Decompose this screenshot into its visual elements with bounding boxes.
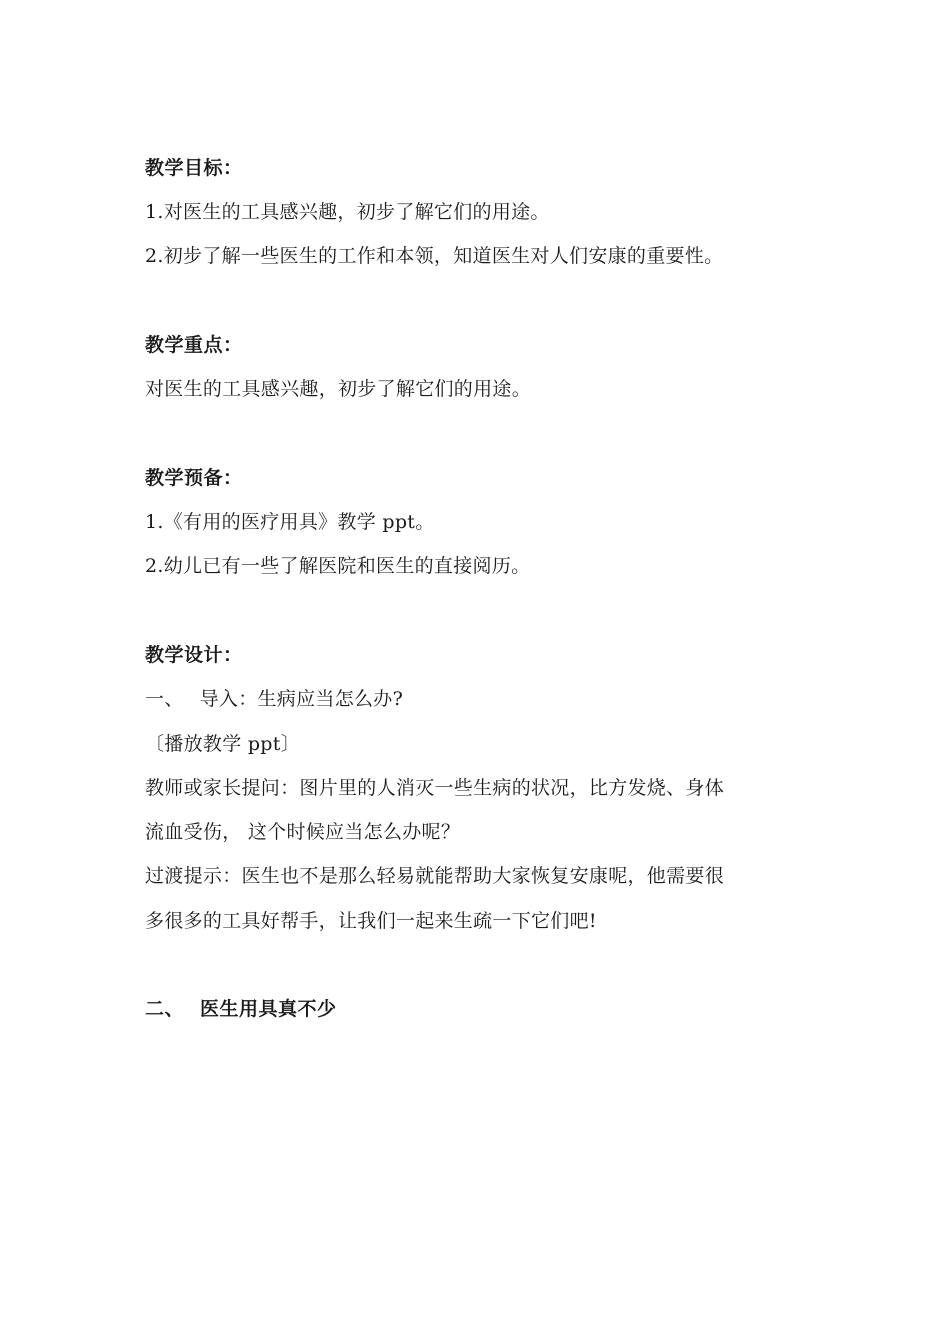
- key-points-heading: 教学重点：: [145, 334, 243, 356]
- design-line-2: 教师或家长提问：图片里的人消灭一些生病的状况，比方发烧、身体: [145, 777, 725, 799]
- preparation-heading: 教学预备：: [145, 467, 243, 489]
- design-line-5: 多很多的工具好帮手，让我们一起来生疏一下它们吧!: [145, 910, 597, 932]
- objectives-heading: 教学目标：: [145, 157, 243, 179]
- design-step-1-number: 一、: [145, 688, 184, 710]
- preparation-item-2: 2.幼儿已有一些了解医院和医生的直接阅历。: [145, 555, 531, 577]
- design-step-1-title: 导入：生病应当怎么办?: [199, 688, 404, 710]
- design-step-2: [145, 996, 337, 1022]
- preparation-item-1: 1.《有用的医疗用具》教学 ppt。: [145, 511, 435, 533]
- design-line-3: 流血受伤， 这个时候应当怎么办呢？: [145, 821, 461, 843]
- design-step-2-title: 医生用具真不少: [200, 998, 337, 1020]
- design-step-2-number: 二、: [145, 998, 185, 1020]
- design-step-1: [145, 686, 403, 712]
- key-points-item-1: 对医生的工具感兴趣，初步了解它们的用途。: [145, 378, 532, 400]
- design-heading: 教学设计：: [145, 644, 243, 666]
- objectives-item-2: 2.初步了解一些医生的工作和本领，知道医生对人们安康的重要性。: [145, 245, 724, 267]
- design-line-4: 过渡提示：医生也不是那么轻易就能帮助大家恢复安康呢，他需要很: [145, 865, 725, 887]
- design-line-1: 〔播放教学 ppt〕: [145, 733, 301, 755]
- objectives-item-1: 1.对医生的工具感兴趣，初步了解它们的用途。: [145, 201, 550, 223]
